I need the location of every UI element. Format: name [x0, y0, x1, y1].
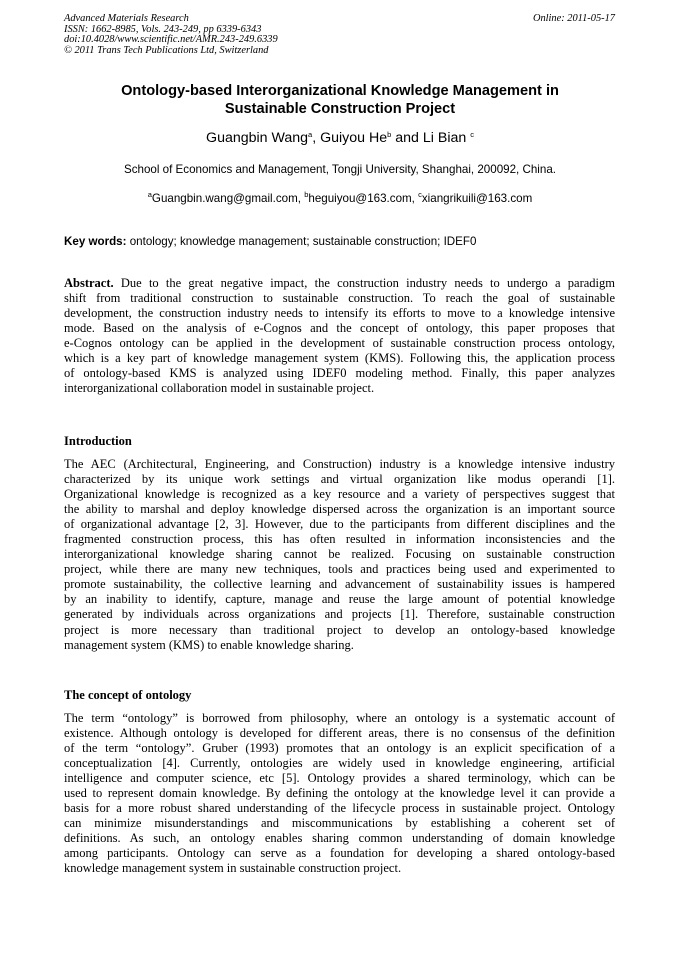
issn-line: ISSN: 1662-8985, Vols. 243-249, pp 6339-6343	[64, 23, 262, 35]
abstract-line: development, the construction industry needs to intensify its efforts to move to a knowledge intensive	[64, 306, 615, 321]
body-line: project is more necessary than traditional project to develop an ontology-based knowledge	[64, 622, 615, 637]
abstract-line: shift from traditional construction to sustainable construction. To reach the goal of sustainable	[64, 291, 615, 306]
journal-name: Advanced Materials Research	[64, 13, 189, 24]
abstract	[64, 276, 615, 396]
email-mark: b	[304, 190, 309, 199]
email-address[interactable]: heguiyou@163.com	[308, 192, 412, 205]
author-list	[60, 129, 620, 147]
abstract-line: e-Cognos ontology can be applied in the development of sustainable construction process ontology,	[64, 336, 615, 351]
email-list	[60, 192, 620, 206]
body-line: interorganizational knowledge sharing cannot be realized. Focusing on sustainable construction	[64, 547, 615, 562]
abstract-line: interorganizational collaboration model in sustainable project.	[64, 381, 375, 396]
doi-line: doi:10.4028/www.scientific.net/AMR.243-249.6339	[64, 34, 278, 46]
affiliation: School of Economics and Management, Tongji University, Shanghai, 200092, China.	[123, 163, 557, 176]
journal-header	[64, 14, 278, 56]
body-line: definitions. As such, an ontology enables sharing common understanding of domain knowledge	[64, 831, 615, 846]
title-line-1: Ontology-based Interorganizational Knowledge Management in	[121, 83, 559, 99]
introduction-body	[64, 457, 615, 653]
body-line: The term “ontology” is borrowed from philosophy, where an ontology is a systematic account of	[64, 711, 615, 725]
online-date: Online: 2011-05-17	[532, 13, 615, 24]
body-line: the ability to marshal and deploy knowledge dispersed across the organization is an important source	[64, 502, 615, 517]
body-line: basis for a more robust shared understanding of the lifecycle process in sustainable project. Ontology	[64, 801, 615, 816]
body-line: fragmented construction process, this has often resulted in information inconsistencies and the	[64, 532, 615, 547]
author-name: Guiyou He	[320, 130, 388, 146]
body-line: management system (KMS) to enable knowledge sharing.	[64, 637, 354, 652]
author-name: Li Bian	[422, 130, 467, 146]
body-line: of the term “ontology”. Gruber (1993) promotes that an ontology is an explicit specification of a	[64, 741, 615, 756]
body-line: conceptualization [4]. Currently, ontologies are widely used in knowledge engineering, artificial	[64, 756, 615, 771]
abstract-line	[64, 276, 615, 291]
paper-title	[60, 82, 620, 118]
body-line: can minimize misunderstandings and miscommunications by establishing a coherent set of	[64, 816, 615, 831]
section-heading-introduction: Introduction	[64, 434, 132, 448]
keywords-text: ontology; knowledge management; sustainable construction; IDEF0	[126, 235, 477, 248]
title-line-2: Sustainable Construction Project	[224, 101, 456, 117]
ontology-body	[64, 711, 615, 877]
author-separator: ,	[312, 130, 321, 146]
body-line: project, while there are many new techniques, tools and practices being used and experimented to	[64, 562, 615, 577]
body-line: promote sustainability, the collective learning and advancement of sustainability issues is hampered	[64, 577, 615, 592]
body-line: among participants. Ontology can serve as a foundation for developing a shared ontology-based	[64, 846, 615, 861]
copyright-line: © 2011 Trans Tech Publications Ltd, Switzerland	[64, 44, 269, 56]
email-address[interactable]: xiangrikuili@163.com	[421, 192, 533, 205]
author-mark: b	[387, 130, 392, 139]
email-separator: ,	[411, 192, 419, 205]
body-line: intelligence and computer science, etc [5]. Ontology provides a shared terminology, which can be	[64, 771, 615, 786]
email-mark: c	[418, 190, 422, 199]
email-address[interactable]: Guangbin.wang@gmail.com	[151, 192, 298, 205]
keywords	[64, 235, 476, 249]
section-heading-ontology: The concept of ontology	[64, 688, 192, 702]
email-separator: ,	[297, 192, 305, 205]
author-separator: and	[391, 130, 423, 146]
author-mark: a	[308, 130, 313, 139]
abstract-label: Abstract.	[64, 276, 114, 290]
abstract-line: which is a key part of knowledge management system (KMS). Following this, the application process	[64, 351, 615, 366]
abstract-line: of ontology-based KMS is analyzed using IDEF0 modeling method. Finally, this paper analyzes	[64, 366, 615, 381]
body-line: existence. Although ontology is developed for different areas, there is no consensus of the definition	[64, 726, 615, 741]
body-line: generated by individuals across organizations and projects [1]. Therefore, sustainable construction	[64, 607, 615, 622]
author-name: Guangbin Wang	[206, 130, 309, 146]
author-mark: c	[470, 130, 474, 139]
body-line: characterized by its unique work settings and virtual organization like modus operandi [1].	[64, 472, 615, 487]
abstract-line: mode. Based on the analysis of e-Cognos and the concept of ontology, this paper proposes that	[64, 321, 615, 336]
email-mark: a	[147, 190, 152, 199]
body-line: of organizational advantage [2, 3]. However, due to the participants from different disciplines and the	[64, 517, 615, 532]
keywords-label: Key words:	[64, 235, 127, 248]
body-line: used to represent domain knowledge. By defining the ontology at the knowledge level it can provide a	[64, 786, 615, 801]
abstract-text: Due to the great negative impact, the construction industry needs to undergo a paradigm	[113, 276, 615, 290]
body-line: knowledge management system in sustainable construction project.	[64, 861, 402, 876]
body-line: The AEC (Architectural, Engineering, and Construction) industry is a knowledge intensive industry	[64, 457, 615, 471]
body-line: by an inability to identify, capture, manage and reuse the large amount of potential knowledge	[64, 592, 615, 607]
body-line: Organizational knowledge is recognized as a key resource and a variety of perspectives suggest that	[64, 487, 615, 502]
